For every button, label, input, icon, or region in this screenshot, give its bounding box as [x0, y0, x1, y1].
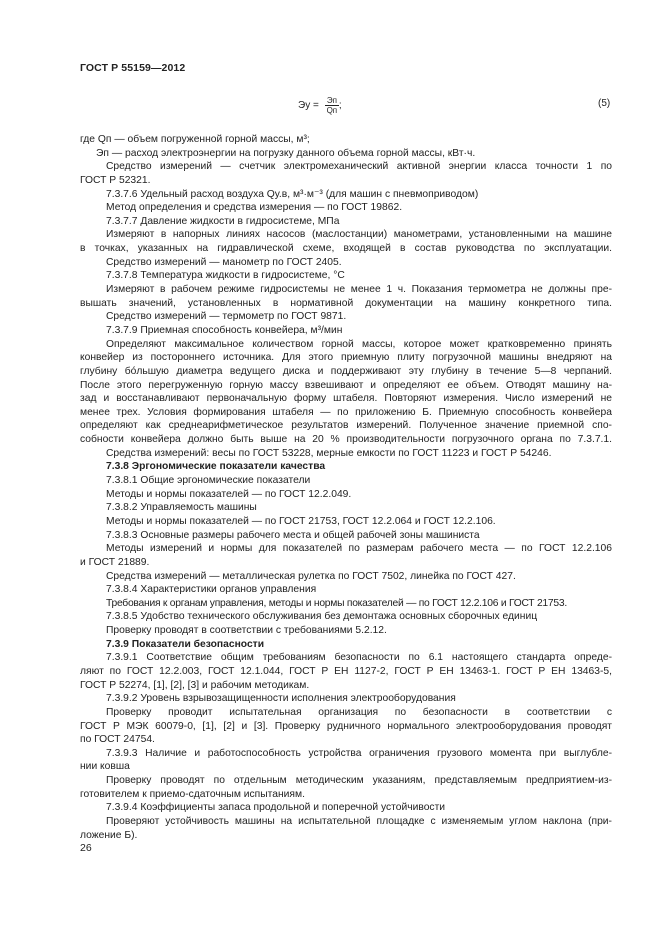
text-line: 7.3.9.1 Соответствие общим требованиям безопасности по 6.1 настоящего стандарта опреде-	[106, 652, 612, 664]
text-line: Метод определения и средства измерения — по ГОСТ 19862.	[106, 202, 403, 214]
text-line: ляют по ГОСТ 12.2.003, ГОСТ 12.1.044, ГОСТ Р ЕН 1127-2, ГОСТ Р ЕН 13463-1. ГОСТ Р ЕН 13463-5,	[80, 665, 612, 677]
text-line: в точках, указанных на гидравлической схеме, входящей в состав руководства по эксплуатации.	[80, 243, 612, 255]
text-line: Средство измерений — счетчик электромеханический активной энергии класса точности 1 по	[106, 161, 612, 173]
text-line: Методы и нормы показателей — по ГОСТ 21753, ГОСТ 12.2.064 и ГОСТ 12.2.106.	[106, 515, 496, 527]
formula-numerator: Эп	[326, 96, 337, 105]
text-line: Измеряют в рабочем режиме гидросистемы не менее 1 ч. Показания термометра не должны пре-	[106, 284, 612, 296]
text-line: нии ковша	[80, 761, 130, 773]
section-heading-bold: 7.3.8 Эргономические показатели качества	[106, 461, 326, 473]
text-line: Методы и нормы показателей — по ГОСТ 12.2.049.	[106, 488, 352, 500]
text-line: глубину бо́льшую диаметра ведущего диска и поддерживают эту глубину в течение 5—8 черпаний.	[80, 365, 612, 377]
text-line: где Qп — объем погруженной горной массы, м³;	[80, 134, 310, 145]
formula-tail: ;	[338, 100, 342, 111]
section-heading: 7.3.9.4 Коэффициенты запаса продольной и поперечной устойчивости	[106, 802, 446, 814]
section-heading: 7.3.8.3 Основные размеры рабочего места и общей рабочей зоны машиниста	[106, 529, 480, 541]
text-line: Средство измерений — манометр по ГОСТ 2405.	[106, 256, 342, 268]
formula-fraction	[325, 96, 339, 115]
text-line: и ГОСТ 21889.	[80, 556, 150, 568]
text-line: Средства измерений: весы по ГОСТ 53228, мерные емкости по ГОСТ 11223 и ГОСТ Р 54246.	[106, 447, 552, 459]
text-line: собности конвейера должно быть выше на 20 % производительности погрузочного органа по 7.3.7.1.	[80, 434, 612, 446]
text-line: Проверку проводит испытательная организация по безопасности в соответствии с	[106, 706, 612, 718]
text-line: конвейер из постороннего источника. Для этого приемную плиту погрузочной машины внедряют на	[80, 352, 612, 364]
text-line: зад и восстанавливают первоначальную форму штабеля. Повторяют измерения. Число измерений не	[80, 393, 612, 405]
document-body	[80, 133, 612, 842]
text-line: Измеряют в напорных линиях насосов (маслостанции) манометрами, установленными на машине	[106, 229, 612, 241]
section-heading: 7.3.8.1 Общие эргономические показатели	[106, 475, 311, 487]
text-line: После этого перегруженную горную массу взвешивают и определяют ее объем. Отводят машину на-	[80, 379, 612, 391]
text-line: Проверку проводят по отдельным методическим указаниям, представляемым предприятием-из-	[106, 775, 612, 787]
section-heading: 7.3.8.5 Удобство технического обслуживания без демонтажа основных сборочных единиц	[106, 611, 538, 623]
formula-denominator: Qп	[326, 106, 338, 115]
formula-energy	[298, 96, 342, 115]
section-heading: 7.3.9.3 Наличие и работоспособность устройства ограничения грузового момента при выглубле-	[106, 747, 612, 759]
text-line: Средство измерений — термометр по ГОСТ 9871.	[106, 311, 347, 323]
section-heading: 7.3.9.2 Уровень взрывозащищенности исполнения электрооборудования	[106, 693, 456, 705]
text-line: ГОСТ Р 52321.	[80, 174, 151, 186]
text-line: ложение Б).	[80, 829, 138, 841]
text-line: Средства измерений — металлическая рулетка по ГОСТ 7502, линейка по ГОСТ 427.	[106, 570, 516, 582]
section-heading-bold: 7.3.9 Показатели безопасности	[106, 638, 265, 650]
text-line: Проверку проводят в соответствии с требованиями 5.2.12.	[106, 625, 387, 637]
text-line: ГОСТ Р МЭК 60079-0, [1], [2] и [3]. Проверку рудничного нормального электрооборудования проводят	[80, 720, 612, 732]
page-number: 26	[80, 842, 92, 854]
section-heading: 7.3.8.4 Характеристики органов управления	[106, 584, 317, 596]
text-line: вышать значений, установленных в нормативной документации на машину конкретного типа.	[80, 297, 612, 309]
text-line: ГОСТ Р 52274, [1], [2], [3] и рабочим методикам.	[80, 679, 310, 691]
formula-lhs: Эу =	[298, 100, 319, 111]
section-heading: 7.3.7.7 Давление жидкости в гидросистеме, МПа	[106, 215, 340, 227]
equation-number: (5)	[598, 98, 611, 109]
section-heading: 7.3.8.2 Управляемость машины	[106, 502, 257, 514]
text-line: менее трех. Условия формирования штабеля — по приложению Б. Приемную способность конвейера	[80, 406, 612, 418]
text-line: по ГОСТ 24754.	[80, 734, 155, 746]
section-heading: 7.3.7.9 Приемная способность конвейера, м³/мин	[106, 324, 343, 336]
text-line: Определяют максимальное количеством горной массы, которое может кратковременно принять	[106, 338, 612, 350]
section-heading: 7.3.7.8 Температура жидкости в гидросистеме, °С	[106, 270, 345, 282]
text-line: готовителем к приемо-сдаточным испытаниям.	[80, 788, 305, 800]
document-header: ГОСТ Р 55159—2012	[80, 62, 186, 74]
text-line: Эп — расход электроэнергии на погрузку данного объема горной массы, кВт·ч.	[96, 147, 476, 159]
section-heading: 7.3.7.6 Удельный расход воздуха Qу.в, м³·м⁻³ (для машин с пневмоприводом)	[106, 188, 479, 200]
text-line: Требования к органам управления, методы и нормы показателей — по ГОСТ 12.2.106 и ГОСТ 21753.	[106, 597, 567, 609]
text-line: Проверяют устойчивость машины на испытательной площадке с изменяемым углом наклона (при-	[106, 816, 612, 828]
text-line: Методы измерений и нормы для показателей по размерам рабочего места — по ГОСТ 12.2.106	[106, 543, 612, 555]
text-line: определяют как среднеарифметическое результатов измерений. Полученное значение приемной спо-	[80, 420, 612, 432]
